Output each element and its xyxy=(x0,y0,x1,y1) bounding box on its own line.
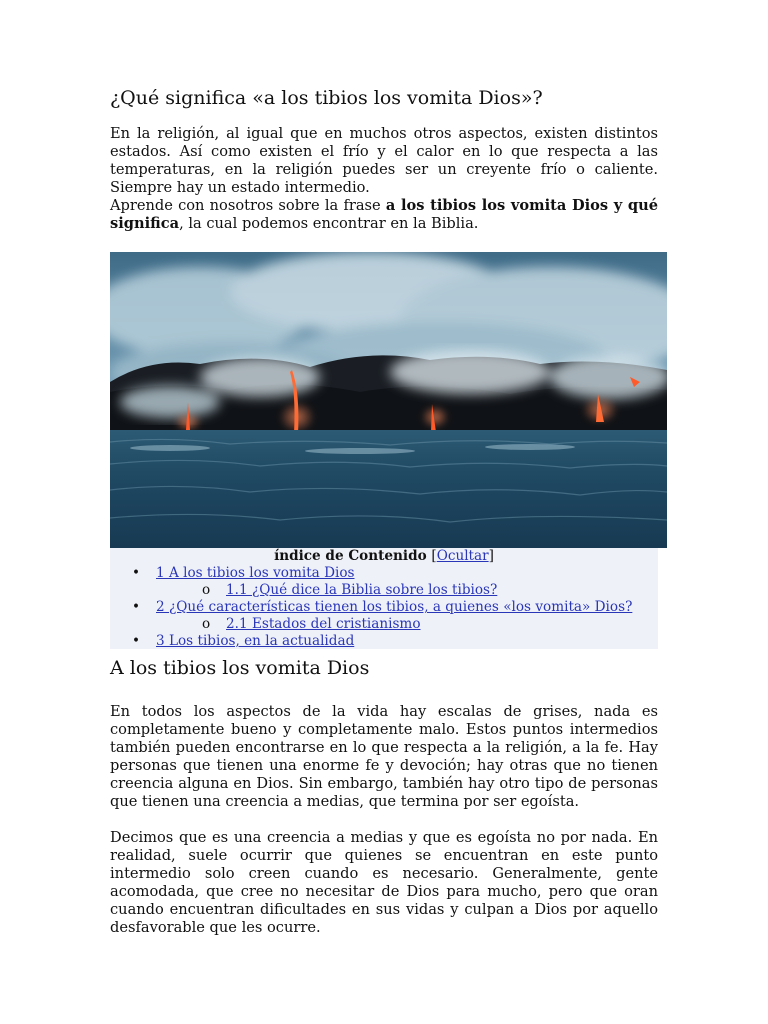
toc-bracket-close: ] xyxy=(488,548,494,564)
hero-image-lava-ocean xyxy=(110,252,667,548)
toc-list xyxy=(110,565,658,650)
body-paragraph-2: Decimos que es una creencia a medias y que es egoísta no por nada. En realidad, suele ocurrir que quienes se encuentran en este punto intermedio solo creen cuando es necesario. Generalmente, gente acomodada, que cree no necesitar de Dios para mucho, pero que oran cuando encuentran dificultades en sus vidas y culpan a Dios por aquello desfavorable que les ocurre. xyxy=(110,829,658,936)
toc-item xyxy=(110,616,658,633)
bullet-icon: • xyxy=(132,599,141,615)
circle-bullet-icon: o xyxy=(202,616,211,632)
toc-link-2[interactable]: 2 ¿Qué características tienen los tibios, a quienes «los vomita» Dios? xyxy=(156,599,633,615)
toc-link-3[interactable]: 3 Los tibios, en la actualidad xyxy=(156,633,355,649)
article-title: ¿Qué significa «a los tibios los vomita Dios»? xyxy=(110,87,543,109)
toc-toggle-wrapper xyxy=(431,548,494,564)
toc-item xyxy=(110,599,658,616)
toc-hide-link[interactable]: Ocultar xyxy=(436,548,489,564)
toc-item xyxy=(110,633,658,650)
bullet-icon: • xyxy=(132,565,141,581)
toc-header xyxy=(110,548,658,565)
section-heading: A los tibios los vomita Dios xyxy=(110,657,370,679)
toc-item xyxy=(110,582,658,599)
toc-link-1-1[interactable]: 1.1 ¿Qué dice la Biblia sobre los tibios? xyxy=(226,582,498,598)
toc-link-2-1[interactable]: 2.1 Estados del cristianismo xyxy=(226,616,421,632)
intro-block xyxy=(110,125,658,233)
bullet-icon: • xyxy=(132,633,141,649)
intro-paragraph-2 xyxy=(110,197,658,233)
toc-item xyxy=(110,565,658,582)
intro-paragraph: En la religión, al igual que en muchos otros aspectos, existen distintos estados. Así como existen el frío y el calor en lo que respecta a las temperaturas, en la religión puedes ser un creyente frío o caliente. Siempre hay un estado intermedio. xyxy=(110,125,658,196)
toc-link-1[interactable]: 1 A los tibios los vomita Dios xyxy=(156,565,355,581)
intro-text-end: , la cual podemos encontrar en la Biblia. xyxy=(179,215,479,232)
toc-title: índice de Contenido xyxy=(274,548,427,564)
circle-bullet-icon: o xyxy=(202,582,211,598)
intro-text: Aprende con nosotros sobre la frase xyxy=(110,197,386,214)
body-paragraph-1: En todos los aspectos de la vida hay escalas de grises, nada es completamente bueno y completamente malo. Estos puntos intermedios también pueden encontrarse en lo que respecta a la religión, a la fe. Hay personas que tienen una enorme fe y devoción; hay otras que no tienen creencia alguna en Dios. Sin embargo, también hay otro tipo de personas que tienen una creencia a medias, que termina por ser egoísta. xyxy=(110,703,658,810)
table-of-contents xyxy=(110,548,658,649)
section-body xyxy=(110,703,658,955)
toc-bracket-open: [ xyxy=(431,548,437,564)
intro-bold-phrase: a los tibios los vomita Dios y qué significa xyxy=(110,197,658,232)
